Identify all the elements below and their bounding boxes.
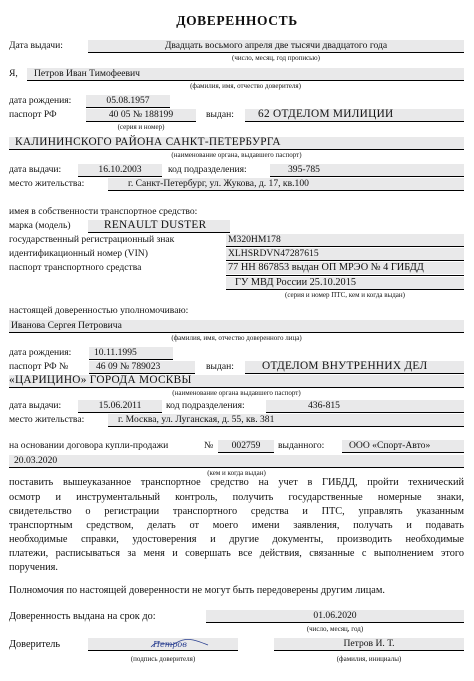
contract-label: на основании договора купли-продажи [9,440,169,451]
principal-birth-value: 05.08.1957 [106,95,150,106]
attorney-dept-code-underline [266,412,464,413]
vehicle-pts: 77 НН 867853 выдан ОП МРЭО № 4 ГИБДД [228,262,424,273]
vehicle-make-label: марка (модель) [9,220,71,231]
contract-issued-label: выданного: [278,440,325,451]
principal-dept-code-underline [270,176,464,177]
attorney-issued-by-underline [245,373,464,374]
principal-passport-caption: (серия и номер) [117,123,165,131]
powers-line-4: транспортным средством, делать от моего имени заявления, получать и подавать [9,520,464,531]
contract-issuer-underline [342,452,464,453]
issue-date-value: Двадцать восьмого апреля две тысячи двадцатого года [164,40,388,51]
principal-residence-label: место жительства: [9,178,85,189]
contract-date-field [9,455,464,467]
attorney-residence: г. Москва, ул. Луганская, д. 55, кв. 381 [118,414,275,425]
signature-caption: (подпись доверителя) [130,655,196,663]
attorney-issued-by: ОТДЕЛОМ ВНУТРЕННИХ ДЕЛ [262,360,428,372]
attorney-residence-underline [108,426,464,427]
powers-line-3: свидетельство о регистрации транспортного средства и ПТС, управлять указанным [9,506,464,517]
term-underline [206,622,464,623]
principal-passport-underline [86,121,196,122]
attorney-name-underline [9,332,464,333]
attorney-issue-date: 15.06.2011 [98,400,142,411]
signatory-name-caption: (фамилия, инициалы) [336,655,402,663]
term-caption: (число, месяц, год) [306,625,364,633]
vehicle-pts-label: паспорт транспортного средства [9,262,142,273]
signature-text: Петров [153,640,187,649]
contract-caption: (кем и когда выдан) [207,469,266,477]
attorney-dept-code: 436-815 [308,400,340,411]
powers-line-5: необходимые справки, удостоверения и другие документы, производить необходимые [9,534,464,545]
attorney-issued-by-2: «ЦАРИЦИНО» ГОРОДА МОСКВЫ [9,374,192,386]
vehicle-vin: XLHSRDVN47287615 [228,248,319,259]
vehicle-vin-label: идентификационный номер (VIN) [9,248,148,259]
attorney-name: Иванова Сергея Петровича [11,320,122,331]
principal-dept-code: 395-785 [288,164,320,175]
principal-passport-value: 40 05 № 188199 [108,109,174,120]
issue-date-label: Дата выдачи: [9,40,63,51]
attorney-issuer-underline [9,387,464,388]
signatory-name-underline [274,650,464,651]
principal-name-caption: (фамилия, имя, отчество доверителя) [190,82,301,90]
attorney-residence-label: место жительства: [9,414,85,425]
attorney-dept-code-label: код подразделения: [166,400,245,411]
issue-date-underline [88,52,464,53]
principal-issued-by-label: выдан: [206,109,234,120]
signatory-label: Доверитель [9,639,61,650]
attorney-issuer-caption: (наименование органа выдавшего паспорт) [172,389,301,397]
principal-dept-code-label: код подразделения: [168,164,247,175]
attorney-birth: 10.11.1995 [94,347,137,358]
attorney-passport-label: паспорт РФ № [9,361,69,372]
principal-issued-by-underline [245,121,464,122]
attorney-name-caption: (фамилия, имя, отчество доверенного лица) [171,334,302,342]
contract-no-underline [218,452,274,453]
attorney-issue-date-label: дата выдачи: [9,400,62,411]
principal-issuer-caption: (наименование органа, выдавшего паспорт) [171,151,302,159]
principal-birth-label: дата рождения: [9,95,72,106]
vehicle-make: RENAULT DUSTER [104,219,207,231]
vehicle-pts-underline [226,275,464,276]
attorney-birth-label: дата рождения: [9,347,72,358]
vehicle-vin-underline [226,260,464,261]
vehicle-pts-2-underline [226,289,464,290]
contract-issuer: ООО «Спорт-Авто» [349,440,431,451]
attorney-dept-code-field [266,400,464,412]
vehicle-pts-2: ГУ МВД России 25.10.2015 [235,277,356,288]
vehicle-pts-caption: (серия и номер ПТС, кем и когда выдан) [285,291,405,299]
principal-issue-date-label: дата выдачи: [9,164,62,175]
principal-birth-underline [86,107,170,108]
principal-name: Петров Иван Тимофеевич [34,68,140,79]
powers-line-6: платежи, расписываться за меня и совершать все действия, связанные с выполнением этого [9,548,464,559]
document-title: ДОВЕРЕННОСТЬ [176,13,298,28]
principal-issue-date: 16.10.2003 [98,164,142,175]
signatory-name: Петров И. Т. [343,638,395,649]
vehicle-make-underline [88,232,230,233]
attorney-passport: 46 09 № 789023 [96,361,161,372]
contract-date-underline [9,467,464,468]
contract-date: 20.03.2020 [14,455,58,466]
issue-date-caption: (число, месяц, год прописью) [232,54,320,62]
principal-residence: г. Санкт-Петербург, ул. Жукова, д. 17, кв.100 [128,178,309,189]
powers-line-1: поставить вышеуказанное транспортное средство на учет в ГИБДД, пройти технический [9,477,464,488]
contract-no-label: № [204,440,214,451]
term-label: Доверенность выдана на срок до: [9,611,156,622]
contract-no: 002759 [231,440,261,451]
attorney-intro: настоящей доверенностью уполномочиваю: [9,305,189,316]
principal-passport-label: паспорт РФ [9,109,57,120]
attorney-birth-underline [89,359,173,360]
attorney-issue-date-underline [78,412,162,413]
principal-issued-by-2: КАЛИНИНСКОГО РАЙОНА САНКТ-ПЕТЕРБУРГА [15,136,281,148]
signature-underline [88,650,238,651]
vehicle-reg-underline [226,246,464,247]
principal-issue-date-underline [78,176,162,177]
principal-issuer-underline [9,149,464,150]
vehicle-reg-label: государственный регистрационный знак [9,234,175,245]
principal-issued-by: 62 ОТДЕЛОМ МИЛИЦИИ [258,108,394,120]
principal-prefix: Я, [9,68,18,79]
vehicle-intro: имея в собственности транспортное средство: [9,206,198,217]
powers-line-7: поручения. [9,562,58,573]
powers-line-2: осмотр и инструментальный контроль, получить государственные номерные знаки, [9,492,464,503]
no-transfer-clause: Полномочия по настоящей доверенности не могут быть передоверены другим лицам. [9,585,385,596]
vehicle-reg: М320НМ178 [228,234,281,245]
principal-residence-underline [108,190,464,191]
term-value: 01.06.2020 [313,610,357,621]
principal-name-underline [27,80,464,81]
attorney-issued-by-label: выдан: [206,361,234,372]
